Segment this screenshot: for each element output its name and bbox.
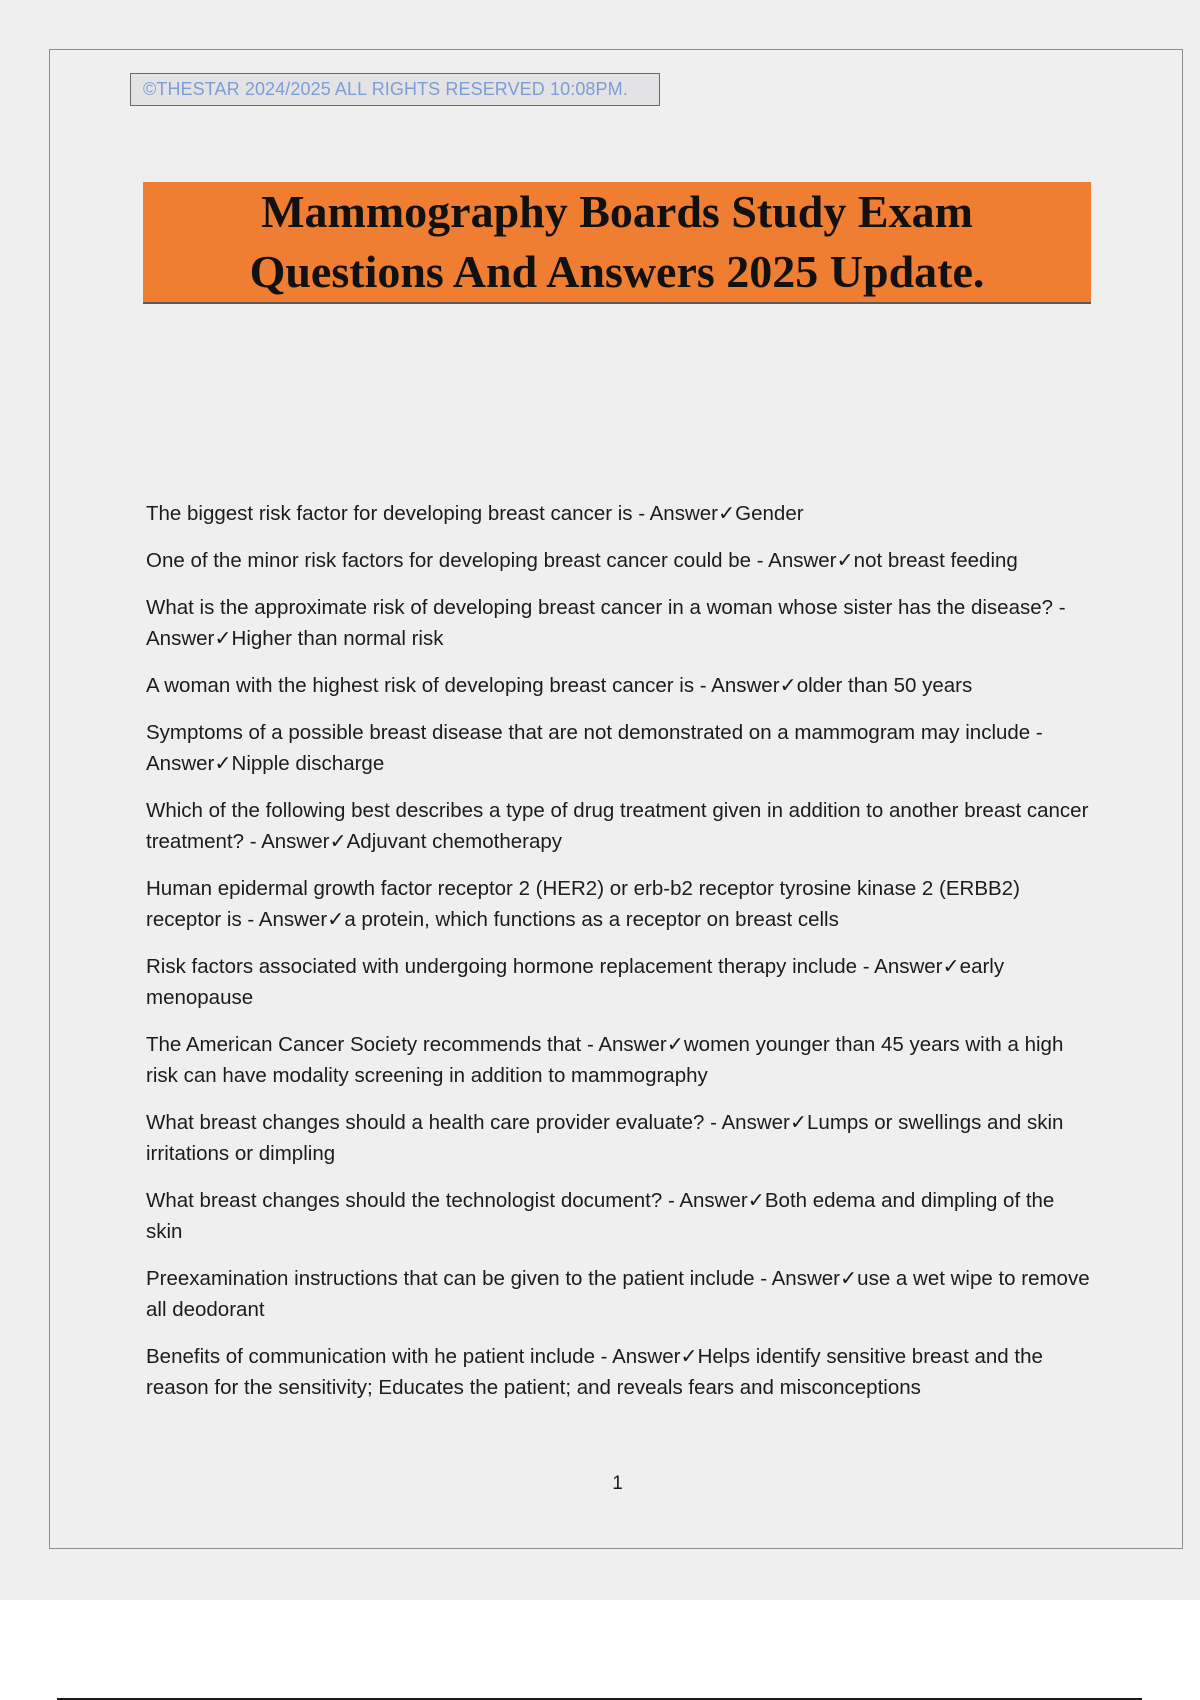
qa-item: What breast changes should the technologist document? - Answer✓Both edema and dimpling of the skin	[146, 1189, 1055, 1243]
qa-item: What breast changes should a health care provider evaluate? - Answer✓Lumps or swellings and skin irritations or dimpling	[146, 1111, 1064, 1165]
qa-item: Which of the following best describes a type of drug treatment given in addition to another breast cancer treatment? - Answer✓Adjuvant chemotherapy	[146, 799, 1089, 853]
qa-item: The American Cancer Society recommends that - Answer✓women younger than 45 years with a high risk can have modality screening in addition to mammography	[146, 1033, 1064, 1087]
qa-item: The biggest risk factor for developing breast cancer is - Answer✓Gender	[146, 502, 804, 525]
qa-item: Human epidermal growth factor receptor 2 (HER2) or erb-b2 receptor tyrosine kinase 2 (ERBB2) receptor is - Answer✓a protein, which functions as a receptor on breast cells	[146, 877, 1020, 931]
qa-item: Risk factors associated with undergoing hormone replacement therapy include - Answer✓early menopause	[146, 955, 1005, 1009]
question-answer-list	[146, 498, 1096, 1419]
copyright-notice: ©THESTAR 2024/2025 ALL RIGHTS RESERVED 10:08PM.	[130, 73, 660, 106]
qa-item: Symptoms of a possible breast disease that are not demonstrated on a mammogram may include - Answer✓Nipple discharge	[146, 721, 1043, 775]
qa-item: What is the approximate risk of developing breast cancer in a woman whose sister has the disease? - Answer✓Higher than normal risk	[146, 596, 1066, 650]
qa-item: Preexamination instructions that can be given to the patient include - Answer✓use a wet wipe to remove all deodorant	[146, 1267, 1090, 1321]
qa-item: Benefits of communication with he patient include - Answer✓Helps identify sensitive breast and the reason for the sensitivity; Educates the patient; and reveals fears and misconceptions	[146, 1345, 1043, 1399]
qa-item: A woman with the highest risk of developing breast cancer is - Answer✓older than 50 years	[146, 674, 973, 697]
qa-item: One of the minor risk factors for developing breast cancer could be - Answer✓not breast feeding	[146, 549, 1018, 572]
page-number: 1	[612, 1473, 623, 1494]
title-line-2: Questions And Answers 2025 Update.	[249, 246, 985, 297]
title-banner	[143, 182, 1091, 304]
title-line-1: Mammography Boards Study Exam	[261, 186, 973, 237]
